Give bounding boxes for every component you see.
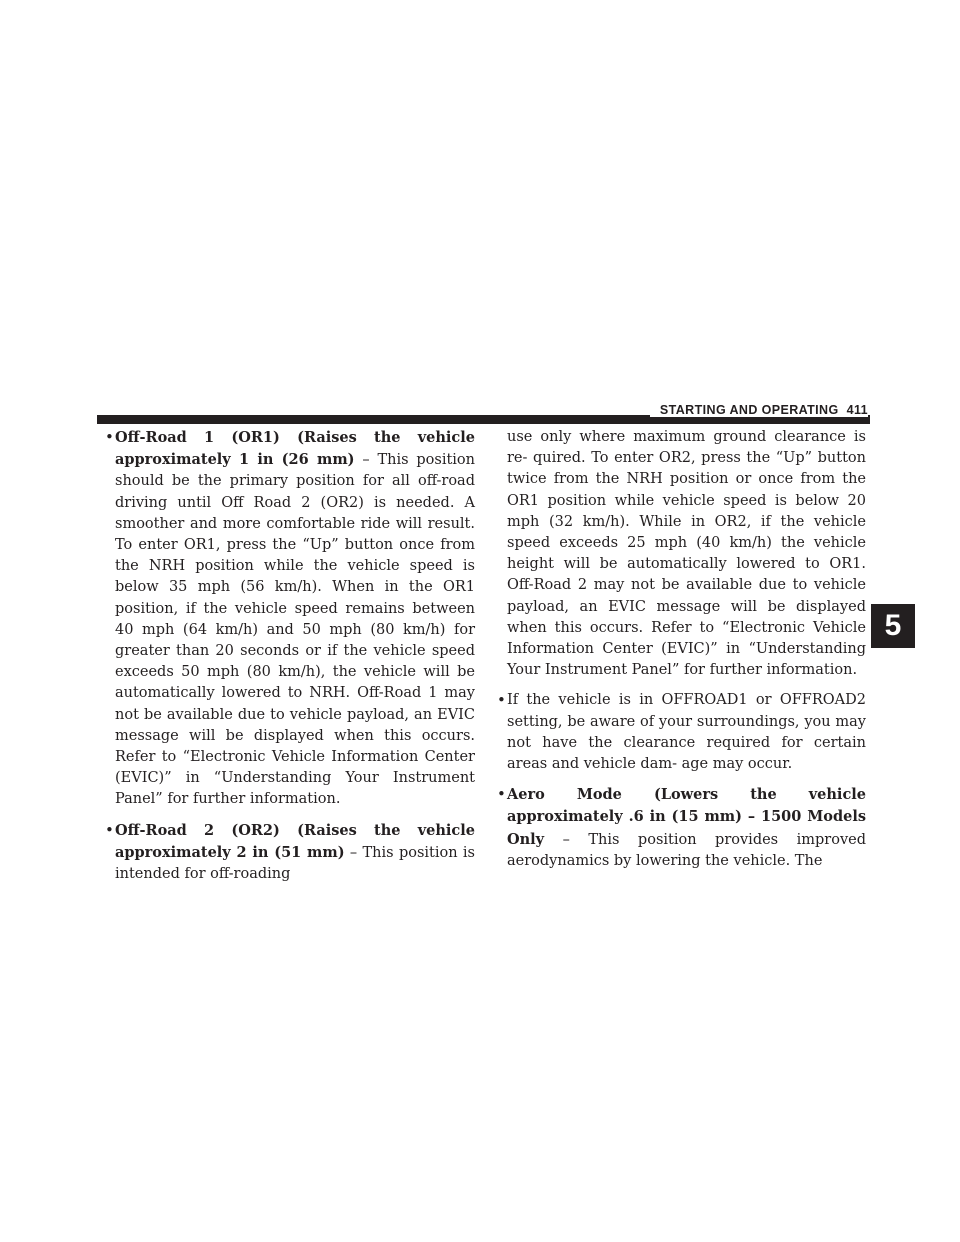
item-body: – This position is intended for off-roading xyxy=(115,844,475,883)
item-heading: Off-Road 2 (OR2) (Raises the vehicle approximately 2 in (51 mm) xyxy=(115,821,475,861)
item-heading: Aero Mode (Lowers the vehicle approximately .6 in (15 mm) – 1500 Models Only xyxy=(507,786,866,848)
item-heading: Off-Road 1 (OR1) (Raises the vehicle approximately 1 in (26 mm) xyxy=(115,429,475,469)
continued-paragraph: use only where maximum ground clearance is re- quired. To enter OR2, press the “Up” button twice from the NRH position or once from the OR1 position while vehicle speed is below 20 mph (32 km/h). While in OR2, if the vehicle speed exceeds 25 mph (40 km/h) the vehicle height will be automatically lowered to OR1. Off-Road 2 may not be available due to vehicle payload, an EVIC message will be displayed when this occurs. Refer to “Electronic Vehicle Information Center (EVIC)” in “Understanding Your Instrument Panel” for further information. xyxy=(507,429,866,679)
item-body: If the vehicle is in OFFROAD1 or OFFROAD2 setting, be aware of your surroundings, you may not have the clearance required for certain areas and vehicle dam- age may occur. xyxy=(507,692,866,773)
bullet: • xyxy=(497,691,506,710)
left-column xyxy=(105,427,475,894)
running-header xyxy=(650,403,868,417)
section-title: STARTING AND OPERATING xyxy=(659,403,839,417)
item-body: – This position provides improved aerodynamics by lowering the vehicle. The xyxy=(507,831,866,869)
page-number: 411 xyxy=(846,403,868,417)
bullet: • xyxy=(105,428,114,446)
list-item-offroad-warning xyxy=(497,690,866,775)
list-item-off-road-2 xyxy=(105,820,475,886)
list-item-aero-mode xyxy=(497,784,866,872)
chapter-tab: 5 xyxy=(871,604,915,648)
list-item-off-road-1 xyxy=(105,427,475,811)
right-column xyxy=(497,427,866,881)
bullet: • xyxy=(105,820,114,839)
item-body: – This position should be the primary position for all off-road driving until Off Road 2 (OR2) is needed. A smoother and more comfortable ride will result. To enter OR1, press the “Up” button once from the NRH position while the vehicle speed is below 35 mph (56 km/h). When in the OR1 position, if the vehicle speed remains between 40 mph (64 km/h) and 50 mph (80 km/h) for greater than 20 seconds or if the vehicle speed exceeds 50 mph (80 km/h), the vehicle will be automatically lowered to NRH. Off-Road 1 may not be available due to vehicle payload, an EVIC message will be displayed when this occurs. Refer to “Electronic Vehicle Information Center (EVIC)” in “Understanding Your Instrument Panel” for further information. xyxy=(115,452,475,808)
bullet: • xyxy=(497,785,506,804)
